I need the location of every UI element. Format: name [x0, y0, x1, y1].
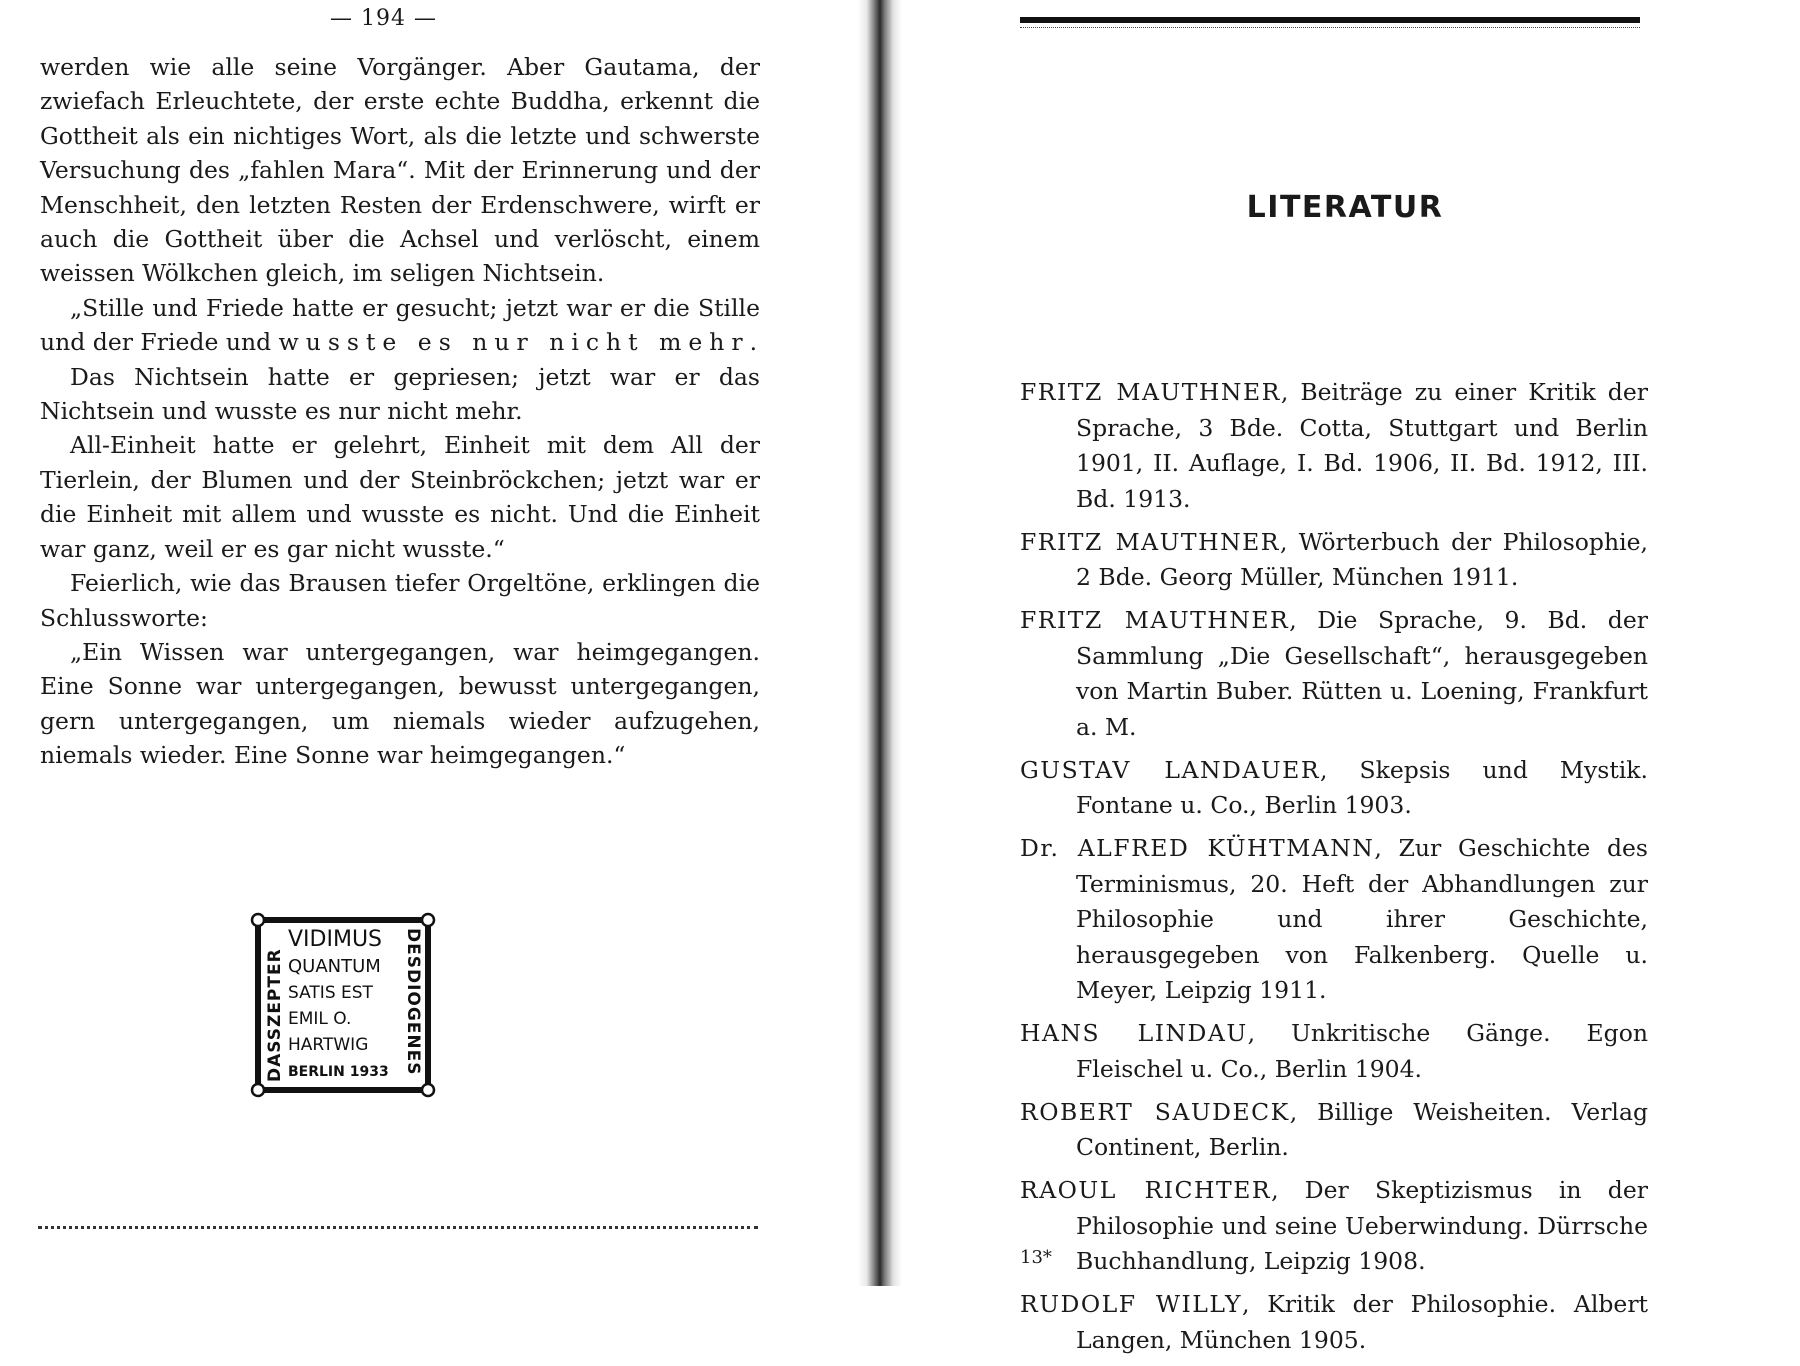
- bib-entry: [1020, 603, 1648, 745]
- left-page: [0, 0, 860, 1286]
- right-page: [895, 0, 1800, 1354]
- paragraph: Das Nichtsein hatte er gepriesen; jetzt war er das Nichtsein und wusste es nur nicht mehr.: [40, 362, 760, 426]
- bib-author: FRITZ MAUTHNER: [1020, 378, 1281, 406]
- bib-text: , Beiträge zu einer Kritik der Sprache, 3 Bde. Cotta, Stuttgart und Berlin 1901, II. Auflage, I. Bd. 1906, II. Bd. 1912, III. Bd. 1913.: [1076, 378, 1648, 513]
- bib-entry: [1020, 375, 1648, 517]
- stamp-line: QUANTUM: [288, 956, 381, 977]
- bib-entry: [1020, 1173, 1648, 1280]
- stamp-line: HARTWIG: [288, 1035, 369, 1055]
- bib-text: , Skepsis und Mystik. Fontane u. Co., Berlin 1903.: [1076, 755, 1648, 819]
- emphasis-spaced: wusste es nur nicht mehr: [278, 328, 750, 357]
- stamp-right-text: DESDIOGENES: [403, 928, 423, 1076]
- stamp-line: VIDIMUS: [288, 927, 383, 952]
- bib-text: , Billige Weisheiten. Verlag Continent, Berlin.: [1076, 1097, 1649, 1161]
- bib-author: GUSTAV LANDAUER: [1020, 755, 1321, 784]
- paragraph: All-Einheit hatte er gelehrt, Einheit mit dem All der Tierlein, der Blumen und der Steinbröckchen; jetzt war er die Einheit mit allem und wusste es nicht. Und die Einheit war ganz, weil er es gar nicht wusste.“: [40, 431, 760, 563]
- bib-text: , Kritik der Philosophie. Albert Langen, München 1905.: [1076, 1290, 1649, 1354]
- paragraph: „Stille und Friede hatte er gesucht; jetzt war er die Stille und der Friede und wusste es nur nicht mehr.: [40, 293, 760, 357]
- section-title: LITERATUR: [1246, 190, 1444, 225]
- bib-text: , Wörterbuch der Philosophie, 2 Bde. Georg Müller, München 1911.: [1076, 527, 1648, 591]
- stamp-left-text: DASSZEPTER: [265, 948, 285, 1082]
- bib-entry: [1020, 1016, 1648, 1087]
- library-stamp: [248, 912, 438, 1102]
- paragraph: werden wie alle seine Vorgänger. Aber Gautama, der zwiefach Erleuchtete, der erste echte Buddha, erkennt die Gottheit als ein nichtiges Wort, als die letzte und schwerste Versuchung des „fahlen Mara“. Mit der Erinnerung und der Menschheit, den letzten Resten der Erdenschwere, wirft er auch die Gottheit über die Achsel und verlöscht, einem weissen Wölkchen gleich, im seligen Nichtsein.: [40, 53, 760, 288]
- bib-entry: [1020, 1287, 1648, 1358]
- body-text: [40, 50, 760, 773]
- stamp-line: EMIL O.: [288, 1009, 352, 1029]
- bib-text: , Der Skeptizismus in der Philosophie und seine Ueberwindung. Dürrsche Buchhandlung, Leipzig 1908.: [1076, 1176, 1648, 1275]
- bib-author: ROBERT SAUDECK: [1020, 1097, 1290, 1126]
- bib-entry: [1020, 525, 1648, 596]
- signature-mark: 13*: [1020, 1247, 1052, 1268]
- bibliography-list: [1020, 375, 1648, 1366]
- bib-text: , Zur Geschichte des Terminismus, 20. Heft der Abhandlungen zur Philosophie und ihrer Geschichte, herausgegeben von Falkenberg. Quelle u. Meyer, Leipzig 1911.: [1076, 834, 1648, 1004]
- top-rule: [1020, 17, 1640, 23]
- paragraph: „Ein Wissen war untergegangen, war heimgegangen. Eine Sonne war untergegangen, bewusst untergegangen, gern untergegangen, um niemals wieder aufzugehen, niemals wieder. Eine Sonne war heimgegangen.“: [40, 637, 760, 770]
- bib-author: RUDOLF WILLY: [1020, 1290, 1243, 1318]
- bib-author: FRITZ MAUTHNER: [1020, 606, 1290, 634]
- bib-author: FRITZ MAUTHNER: [1020, 527, 1281, 556]
- stamp-line: BERLIN 1933: [288, 1064, 389, 1080]
- page-number: — 194 —: [330, 6, 437, 31]
- bib-entry: [1020, 831, 1648, 1009]
- bottom-dotted-rule: [38, 1226, 758, 1233]
- bib-text: , Unkritische Gänge. Egon Fleischel u. Co., Berlin 1904.: [1076, 1019, 1649, 1083]
- stamp-line: SATIS EST: [288, 983, 373, 1003]
- bib-author: HANS LINDAU: [1020, 1019, 1248, 1047]
- bib-text: , Die Sprache, 9. Bd. der Sammlung „Die Gesellschaft“, herausgegeben von Martin Buber. Rütten u. Loening, Frankfurt a. M.: [1076, 606, 1648, 741]
- top-rule-thin: [1020, 27, 1640, 29]
- bib-author: RAOUL RICHTER: [1020, 1176, 1272, 1204]
- bib-entry: [1020, 1095, 1648, 1166]
- bib-author: Dr. ALFRED KÜHTMANN: [1020, 834, 1375, 862]
- paragraph: Feierlich, wie das Brausen tiefer Orgeltöne, erklingen die Schlussworte:: [40, 569, 760, 632]
- bib-entry: [1020, 753, 1648, 824]
